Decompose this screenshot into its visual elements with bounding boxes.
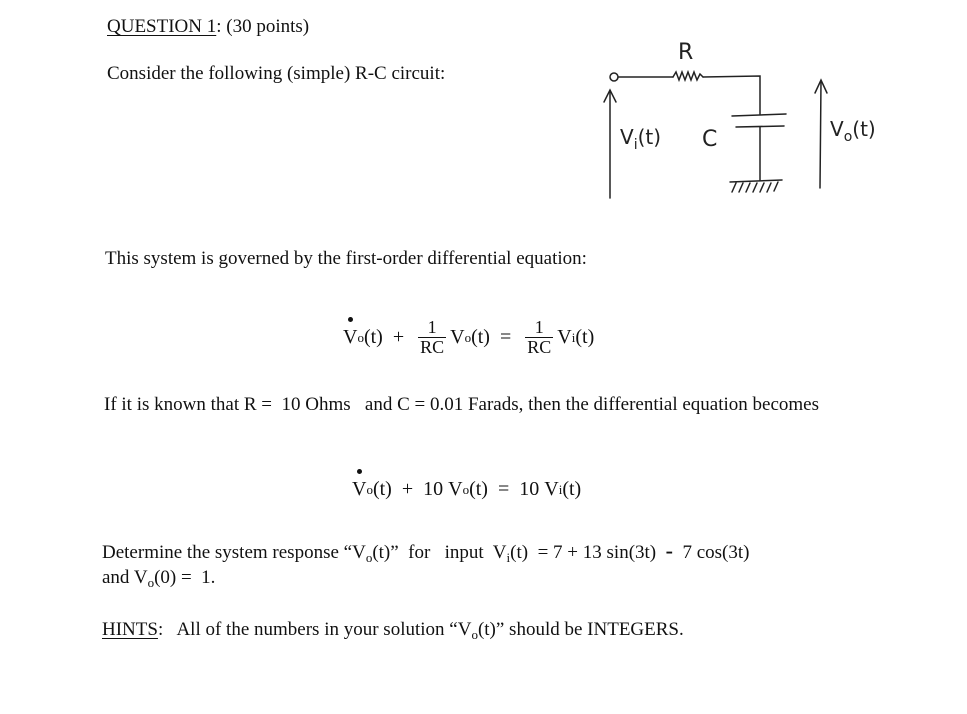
question-label: QUESTION 1 bbox=[107, 16, 217, 37]
hints-text: HINTS: All of the numbers in your solution “$V_o(t)$” should be INTEGERS. bbox=[102, 619, 684, 642]
top-wire-right bbox=[703, 76, 760, 114]
vo-arrow-line bbox=[820, 82, 821, 188]
differential-equation-numeric: V o (t) + 10 V o (t) = 10 V i (t) bbox=[352, 478, 582, 500]
vi-label: $V_i(t)$ bbox=[620, 125, 662, 153]
fraction-1-over-rc-left: $\frac{1}{RC}$ bbox=[420, 317, 445, 357]
determine-text: Determine the system response “$V_o(t)$” for input $V_i(t) = 7 + 13$ sin(3t) - 7 cos(3t) bbox=[102, 538, 750, 565]
vo-label: $V_o(t)$ bbox=[830, 117, 876, 145]
ground-hatch bbox=[732, 182, 778, 192]
intro-text: Consider the following (simple) R-C circuit: bbox=[107, 63, 446, 84]
question-header bbox=[107, 16, 309, 38]
fraction-1-over-rc-right: $\frac{1}{RC}$ bbox=[527, 317, 552, 357]
capacitor-plate-top bbox=[732, 114, 786, 116]
rc-circuit-diagram bbox=[590, 30, 910, 220]
ground-line bbox=[730, 180, 782, 182]
capacitor-label: C bbox=[702, 127, 718, 152]
resistor-label: R bbox=[678, 40, 694, 65]
resistor-symbol bbox=[673, 72, 703, 80]
question-points: : (30 points) bbox=[216, 16, 310, 37]
governed-text: This system is governed by the first-order differential equation: bbox=[105, 248, 587, 269]
input-terminal bbox=[610, 73, 618, 81]
hints-label: HINTS bbox=[102, 619, 158, 640]
differential-equation-general: V o (t) + $\frac{1}{RC}$ V o (t) = $\frac{1}{RC}$ V i (t) bbox=[343, 317, 595, 357]
known-values-text: If it is known that R = 10 Ohms and C = 0.01 Farads, then the differential equation becomes bbox=[104, 394, 820, 415]
vo-dot-term: V bbox=[343, 326, 358, 348]
initial-condition-text: and $V_o(0) = 1$. bbox=[102, 567, 216, 590]
vo-dot-term-2: V bbox=[352, 478, 367, 500]
